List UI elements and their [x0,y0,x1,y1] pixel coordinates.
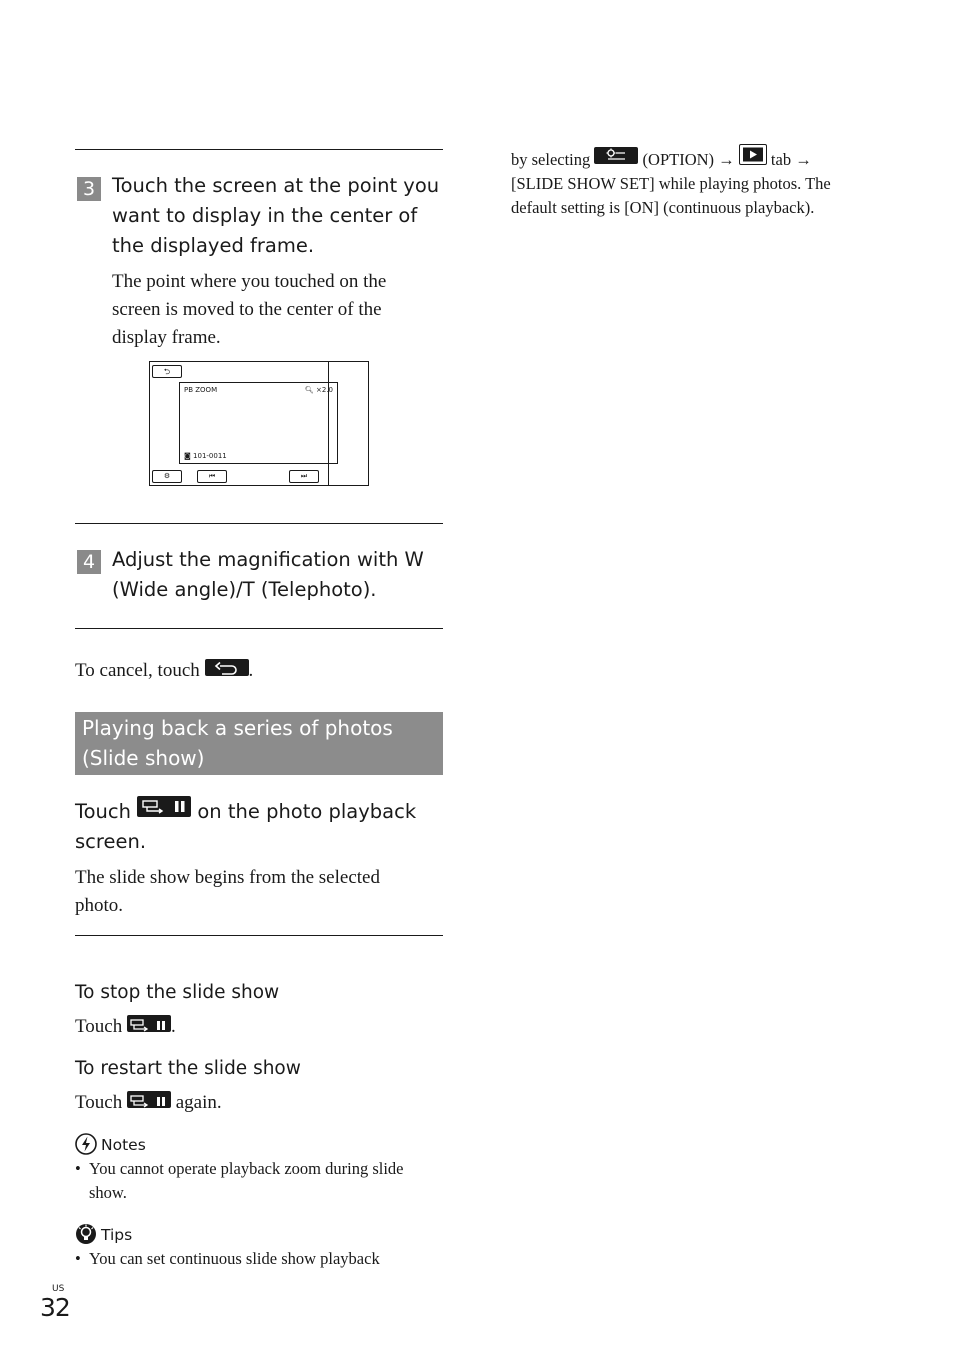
tips-continuation: by selecting (OPTION) → tab → [SLIDE SHOW SET] while playing photos. The default setting is [ON] (continuous playback). [511,144,891,220]
stop-subheading: To stop the slide show [75,982,280,1003]
tips-item: You can set continuous slide show playback [89,1249,380,1268]
divider [75,935,443,936]
arrow-right-icon: → [795,150,812,169]
slideshow-body: The slide show begins from the selected photo. [75,867,380,916]
previous-icon[interactable]: ⏮ [197,470,227,483]
divider [75,523,443,524]
slideshow-pause-icon [137,796,191,817]
slideshow-pause-icon [127,1015,171,1032]
restart-instruction: Touch again. [75,1092,222,1113]
zoom-readout: 🔍︎ ×2.0 [304,386,333,394]
step-number-3: 3 [77,177,101,201]
notes-item: You cannot operate playback zoom during slide show. [89,1159,404,1202]
slideshow-heading: Touch on the photo playback screen. [75,796,445,857]
file-number: ◙ 101-0011 [184,452,227,460]
notes-bullet: • [75,1159,81,1178]
tips-header: Tips [75,1223,132,1245]
pb-zoom-label: PB ZOOM [184,386,218,394]
next-icon[interactable]: ⏭ [289,470,319,483]
divider [75,628,443,629]
section-banner [75,712,443,775]
stop-instruction: Touch . [75,1016,176,1037]
slideshow-pause-icon [127,1091,171,1108]
screen-image-frame[interactable] [179,382,338,464]
magnifier-icon: 🔍︎ [304,386,314,394]
cancel-instruction: To cancel, touch . [75,660,254,681]
option-icon [594,147,638,164]
page-number: 32 [40,1293,70,1322]
divider [75,149,443,150]
step-number-4: 4 [77,550,101,574]
step-3-body: The point where you touched on the screen is moved to the center of the display frame. [112,271,387,348]
lcd-screen-illustration [149,361,369,486]
arrow-right-icon: → [718,150,735,169]
playback-tab-icon [739,144,767,165]
notes-header: Notes [75,1133,146,1155]
region-label: US [52,1284,65,1294]
option-icon[interactable]: ⚙ [152,470,182,483]
camera-icon: ◙ [184,452,191,460]
return-icon [205,659,249,676]
restart-subheading: To restart the slide show [75,1058,301,1079]
notes-icon [75,1133,97,1155]
step-3-heading: Touch the screen at the point you want to display in the center of the displayed frame. [112,174,440,257]
lightbulb-icon [75,1223,97,1245]
section-title: Playing back a series of photos (Slide show) [82,716,393,770]
return-icon[interactable]: ⮌ [152,365,182,378]
tips-bullet: • [75,1249,81,1268]
step-4-heading: Adjust the magnification with W (Wide angle)/T (Telephoto). [112,548,424,601]
